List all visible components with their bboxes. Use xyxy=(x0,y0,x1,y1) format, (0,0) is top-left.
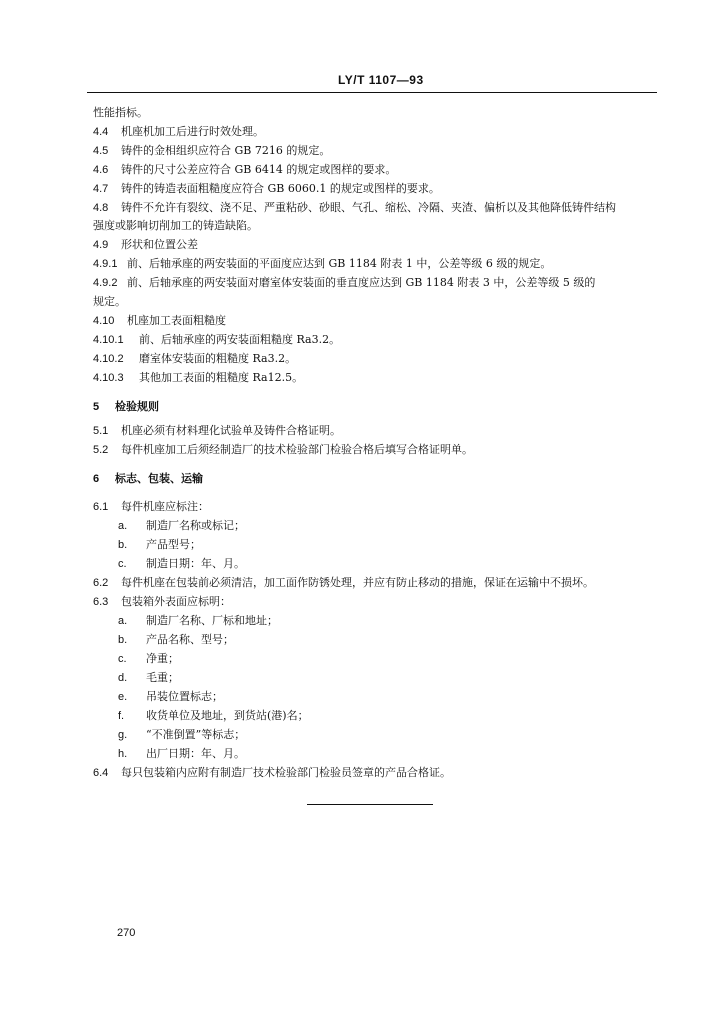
end-of-document-rule xyxy=(307,804,433,805)
clause-4-10-1: 4.10.1 前、后轴承座的两安装面粗糙度 Ra3.2。 xyxy=(93,333,341,346)
clause-4-8: 4.8 铸件不允许有裂纹、浇不足、严重粘砂、砂眼、气孔、缩松、冷隔、夹渣、偏析以及其他降低铸件结构 xyxy=(93,201,616,214)
clause-6-2: 6.2 每件机座在包装前必须清洁，加工面作防锈处理，并应有防止移动的措施，保证在运输中不损坏。 xyxy=(93,576,594,589)
paragraph-continuation: 性能指标。 xyxy=(93,106,148,119)
header-rule xyxy=(87,92,657,93)
clause-6-4: 6.4 每只包装箱内应附有制造厂技术检验部门检验员签章的产品合格证。 xyxy=(93,766,451,779)
list-item: b. 产品名称、型号； xyxy=(118,633,234,646)
list-item: e. 吊装位置标志； xyxy=(118,690,223,703)
section-6-heading: 6 标志、包装、运输 xyxy=(93,472,203,485)
clause-6-1: 6.1 每件机座应标注： xyxy=(93,500,209,513)
list-item: f. 收货单位及地址，到货站(港)名； xyxy=(118,709,309,722)
page-number: 270 xyxy=(117,927,136,939)
clause-5-2: 5.2 每件机座加工后须经制造厂的技术检验部门检验合格后填写合格证明单。 xyxy=(93,443,473,456)
list-item: c. 制造日期：年、月。 xyxy=(118,557,245,570)
list-item: c. 净重； xyxy=(118,652,179,665)
clause-4-9-1: 4.9.1 前、后轴承座的两安装面的平面度应达到 GB 1184 附表 1 中，公差等级 6 级的规定。 xyxy=(93,257,552,270)
clause-4-5: 4.5 铸件的金相组织应符合 GB 7216 的规定。 xyxy=(93,144,331,157)
clause-4-10: 4.10 机座加工表面粗糙度 xyxy=(93,314,226,327)
clause-4-10-2: 4.10.2 磨室体安装面的粗糙度 Ra3.2。 xyxy=(93,352,297,365)
clause-4-9-2: 4.9.2 前、后轴承座的两安装面对磨室体安装面的垂直度应达到 GB 1184 附表 3 中，公差等级 5 级的 xyxy=(93,276,596,289)
list-item: b. 产品型号； xyxy=(118,538,201,551)
clause-4-7: 4.7 铸件的铸造表面粗糙度应符合 GB 6060.1 的规定或图样的要求。 xyxy=(93,182,440,195)
clause-4-9-2-continuation: 规定。 xyxy=(93,295,126,308)
standard-code-header: LY/T 1107—93 xyxy=(338,73,424,87)
list-item: d. 毛重； xyxy=(118,671,179,684)
clause-4-6: 4.6 铸件的尺寸公差应符合 GB 6414 的规定或图样的要求。 xyxy=(93,163,397,176)
list-item: a. 制造厂名称或标记； xyxy=(118,519,245,532)
clause-4-9: 4.9 形状和位置公差 xyxy=(93,238,198,251)
section-5-heading: 5 检验规则 xyxy=(93,400,159,413)
list-item: a. 制造厂名称、厂标和地址； xyxy=(118,614,278,627)
clause-4-8-continuation: 强度或影响切削加工的铸造缺陷。 xyxy=(93,219,258,232)
clause-6-3: 6.3 包装箱外表面应标明： xyxy=(93,595,231,608)
clause-5-1: 5.1 机座必须有材料理化试验单及铸件合格证明。 xyxy=(93,424,341,437)
list-item: h. 出厂日期：年、月。 xyxy=(118,747,245,760)
clause-4-10-3: 4.10.3 其他加工表面的粗糙度 Ra12.5。 xyxy=(93,371,304,384)
list-item: g. “不准倒置”等标志； xyxy=(118,728,246,741)
clause-4-4: 4.4 机座机加工后进行时效处理。 xyxy=(93,125,264,138)
